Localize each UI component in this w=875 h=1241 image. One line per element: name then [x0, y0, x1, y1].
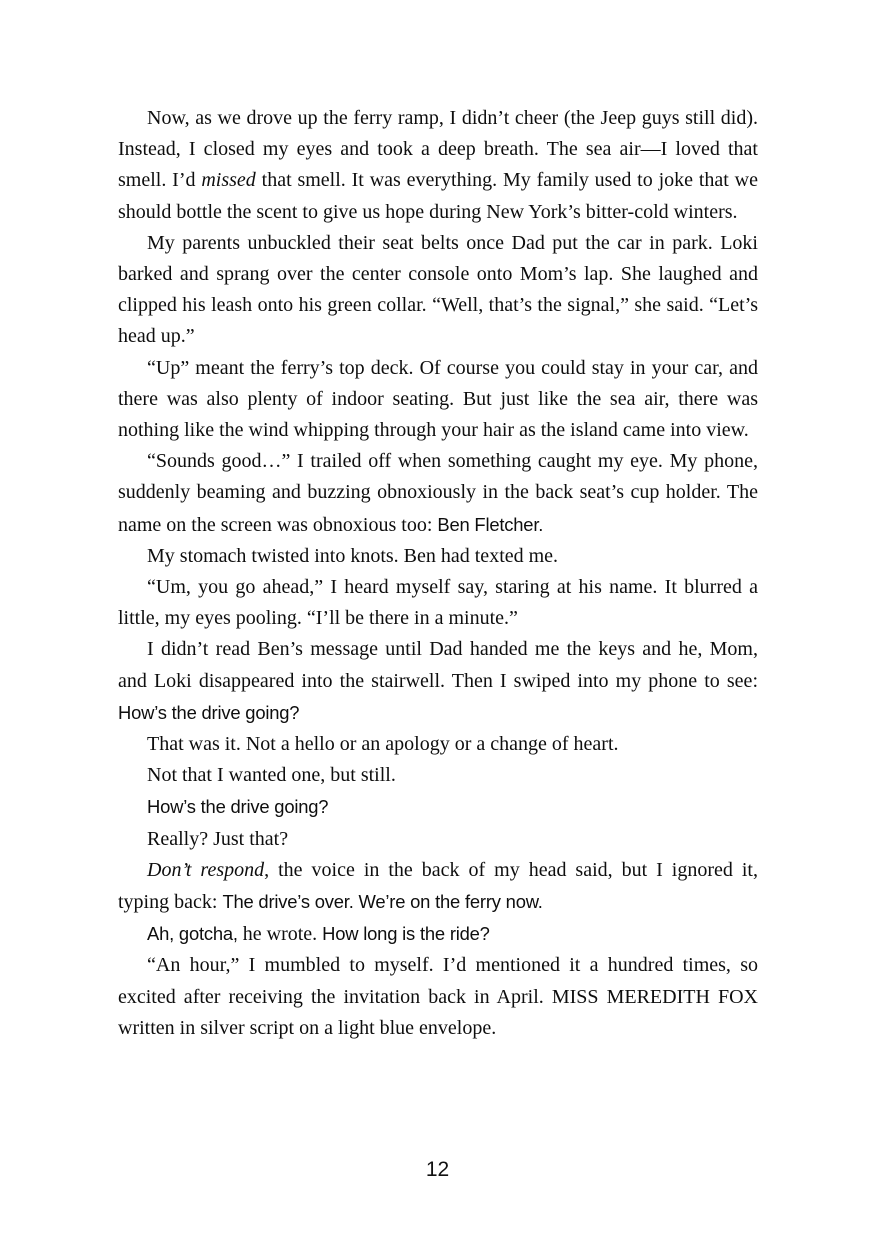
text-run: he wrote. [242, 923, 323, 946]
paragraph [118, 791, 758, 823]
paragraph [118, 918, 758, 950]
text-run: “An hour,” I mumbled to myself. I’d mentioned it a hundred times, so excited after receiving the invitation back in April. MISS MEREDITH FOX written in silver script on a light blue envelope. [118, 954, 758, 1039]
paragraph [118, 855, 758, 918]
paragraph [118, 760, 758, 791]
text-run: That was it. Not a hello or an apology or a change of heart. [147, 733, 619, 756]
text-run: My stomach twisted into knots. Ben had texted me. [147, 544, 559, 567]
text-message-run: How long is the ride? [322, 923, 490, 945]
paragraph [118, 228, 758, 353]
paragraph [118, 541, 758, 572]
text-message-run: The drive’s over. We’re on the ferry now. [222, 891, 543, 913]
text-run: I didn’t read Ben’s message until Dad handed me the keys and he, Mom, and Loki disappeared into the stairwell. Then I swiped into my phone to see: [118, 638, 758, 692]
paragraph [118, 824, 758, 855]
paragraph [118, 729, 758, 760]
italic-run: missed [201, 169, 256, 192]
text-run: that smell. It was everything. My family used to joke that we should bottle the scent to give us hope during New York’s bitter-cold winters. [118, 169, 759, 223]
paragraph [118, 353, 758, 447]
text-message-run: Ah, gotcha, [147, 923, 243, 945]
text-run: Really? Just that? [147, 827, 289, 850]
paragraph [118, 103, 758, 228]
text-run: “Um, you go ahead,” I heard myself say, staring at his name. It blurred a little, my eyes pooling. “I’ll be there in a minute.” [118, 576, 758, 630]
text-run: , the voice in the back of my head said, but I ignored it, typing back: [118, 858, 758, 914]
text-run: Now, as we drove up the ferry ramp, I didn’t cheer (the Jeep guys still did). Instead, I closed my eyes and took a deep breath. The sea air—I loved that smell. I’d [118, 107, 758, 192]
text-run: “Up” meant the ferry’s top deck. Of course you could stay in your car, and there was also plenty of indoor seating. But just like the sea air, there was nothing like the wind whipping through your hair as the island came into view. [118, 356, 758, 442]
text-run: Not that I wanted one, but still. [147, 764, 396, 787]
paragraph [118, 572, 758, 634]
paragraph [118, 446, 758, 541]
text-message-run: Ben Fletcher. [437, 513, 544, 535]
paragraph [118, 950, 758, 1044]
text-message-run: How’s the drive going? [147, 796, 329, 818]
paragraph [118, 634, 758, 729]
text-run: My parents unbuckled their seat belts once Dad put the car in park. Loki barked and sprang over the center console onto Mom’s lap. She laughed and clipped his leash onto his green collar. “Well, that’s the signal,” she said. “Let’s head up.” [118, 231, 758, 348]
text-message-run: How’s the drive going? [118, 701, 300, 723]
italic-run: Don’t respond [147, 858, 265, 881]
text-run: “Sounds good…” I trailed off when something caught my eye. My phone, suddenly beaming and buzzing obnoxiously in the back seat’s cup holder. The name on the screen was obnoxious too: [118, 450, 758, 536]
text-block [118, 103, 758, 1044]
page-number: 12 [425, 1158, 450, 1181]
